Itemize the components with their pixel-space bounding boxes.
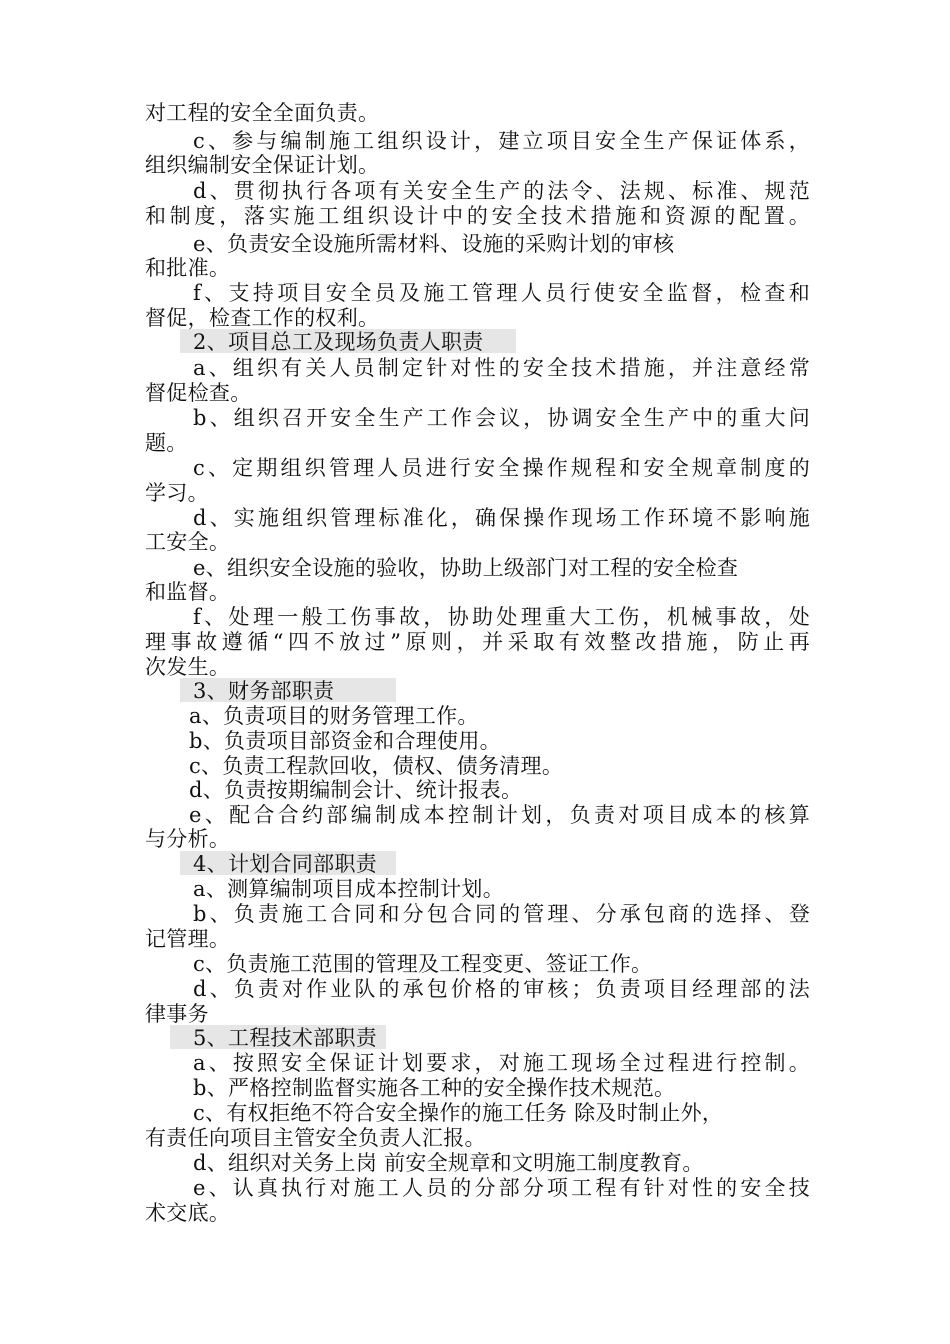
text-line: 记管理。 — [145, 927, 231, 951]
text-line: e、配合合约部编制成本控制计划，负责对项目成本的核算 — [189, 803, 810, 827]
text-line: a、负责项目的财务管理工作。 — [189, 704, 479, 728]
section-heading: 2、项目总工及现场负责人职责 — [193, 330, 484, 354]
text-line: c、定期组织管理人员进行安全操作规程和安全规章制度的 — [193, 456, 810, 480]
text-line: a、按照安全保证计划要求，对施工现场全过程进行控制。 — [193, 1051, 810, 1075]
text-line: c、有权拒绝不符合安全操作的施工任务 除及时制止外， — [193, 1101, 724, 1125]
text-line: f、处理一般工伤事故，协助处理重大工伤，机械事故，处 — [193, 605, 810, 629]
section-heading: 4、计划合同部职责 — [193, 852, 378, 876]
text-line: c、负责施工范围的管理及工程变更、签证工作。 — [193, 952, 653, 976]
text-line: 与分析。 — [145, 827, 231, 851]
text-line: b、负责施工合同和分包合同的管理、分承包商的选择、登 — [193, 902, 810, 926]
text-line: b、组织召开安全生产工作会议，协调安全生产中的重大问 — [193, 406, 810, 430]
text-line: d、实施组织管理标准化，确保操作现场工作环境不影响施 — [193, 506, 810, 530]
text-line: 组织编制安全保证计划。 — [145, 153, 380, 177]
text-line: d、贯彻执行各项有关安全生产的法令、法规、标准、规范 — [193, 179, 810, 203]
text-line: e、认真执行对施工人员的分部分项工程有针对性的安全技 — [193, 1176, 810, 1200]
text-line: c、负责工程款回收，债权、债务清理。 — [189, 754, 564, 778]
text-line: 对工程的安全全面负责。 — [145, 101, 380, 125]
text-line: 术交底。 — [145, 1201, 231, 1225]
text-line: a、测算编制项目成本控制计划。 — [193, 877, 505, 901]
text-line: 督促，检查工作的权利。 — [145, 306, 380, 330]
text-line: 题。 — [145, 431, 188, 455]
text-line: 有责任向项目主管安全负责人汇报。 — [145, 1126, 486, 1150]
text-line: a、组织有关人员制定针对性的安全技术措施，并注意经常 — [193, 356, 810, 380]
text-line: d、负责按期编制会计、统计报表。 — [189, 778, 523, 802]
text-line: 督促检查。 — [145, 381, 252, 405]
text-line: c、参与编制施工组织设计，建立项目安全生产保证体系， — [193, 129, 810, 153]
text-line: e、组织安全设施的验收，协助上级部门对工程的安全检查 — [193, 556, 739, 580]
text-line: 学习。 — [145, 481, 209, 505]
text-line: f、支持项目安全员及施工管理人员行使安全监督，检查和 — [193, 281, 810, 305]
text-line: e、负责安全设施所需材料、设施的采购计划的审核 — [193, 232, 675, 256]
text-line: 和批准。 — [145, 256, 231, 280]
section-heading: 3、财务部职责 — [193, 679, 335, 703]
text-line: 理事故遵循“四不放过”原则，并采取有效整改措施，防止再 — [145, 630, 810, 654]
text-line: d、组织对关务上岗 前安全规章和文明施工制度教育。 — [193, 1151, 704, 1175]
text-line: b、负责项目部资金和合理使用。 — [189, 729, 501, 753]
text-line: 工安全。 — [145, 530, 231, 554]
text-line: 律事务 — [145, 1002, 209, 1026]
text-line: 次发生。 — [145, 655, 231, 679]
text-line: d、负责对作业队的承包价格的审核；负责项目经理部的法 — [193, 977, 810, 1001]
text-line: b、严格控制监督实施各工种的安全操作技术规范。 — [193, 1076, 676, 1100]
section-heading: 5、工程技术部职责 — [193, 1026, 378, 1050]
text-line: 和监督。 — [145, 580, 231, 604]
text-line: 和制度，落实施工组织设计中的安全技术措施和资源的配置。 — [145, 204, 810, 228]
